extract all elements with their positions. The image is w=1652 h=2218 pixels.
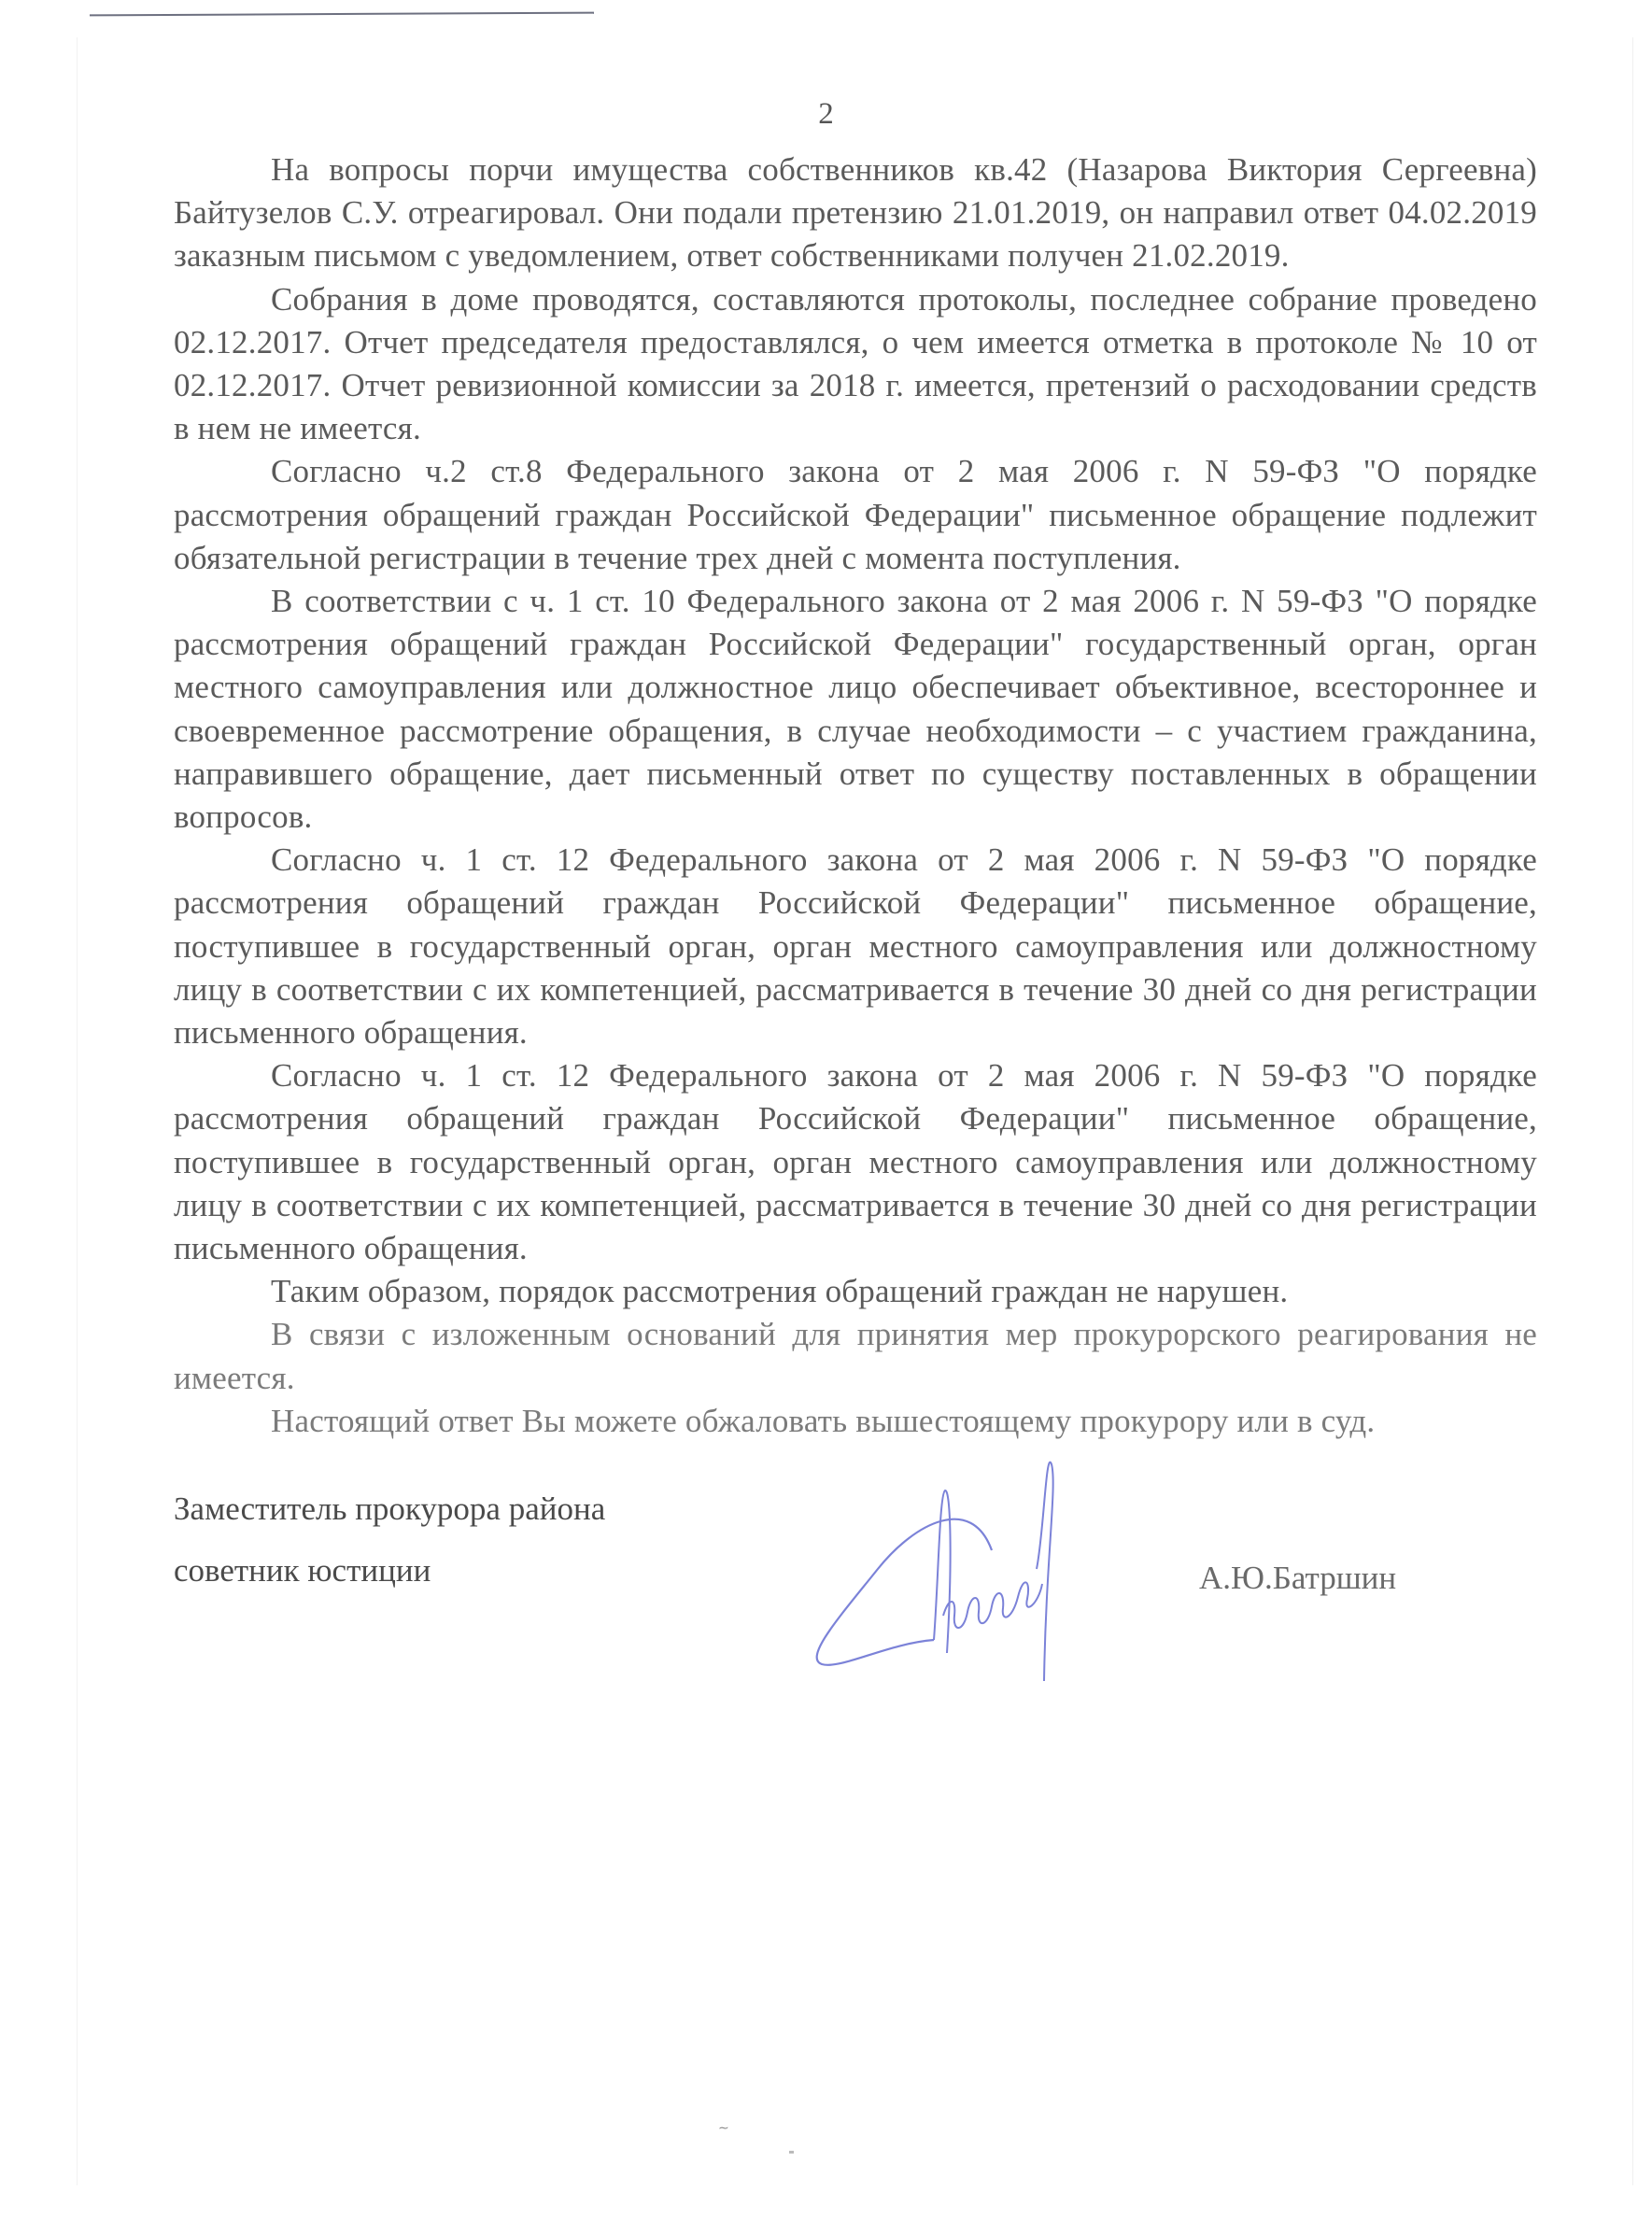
paragraph-appeal: Настоящий ответ Вы можете обжаловать вышестоящему прокурору или в суд.	[271, 1402, 1376, 1439]
scan-artifact-dot	[789, 2151, 794, 2154]
page-number: 2	[818, 97, 834, 131]
signatory-position: Заместитель прокурора района	[174, 1490, 606, 1527]
top-rule	[90, 12, 594, 17]
paragraph-property-damage: На вопросы порчи имущества собственников кв.42 (Назарова Виктория Сергеевна) Байтузелов С.У. отреагировал. Они подали претензию 21.01.2019, он направил ответ 04.02.2019 заказным письмом с уведомлением, ответ собственниками получен 21.02.2019.	[174, 151, 1537, 275]
scan-artifact: ∼	[718, 2120, 729, 2135]
paragraph-review-term-repeat: Согласно ч. 1 ст. 12 Федерального закона от 2 мая 2006 г. N 59-ФЗ "О порядке рассмотрения обращений граждан Российской Федерации" письменное обращение, поступившее в государственный орган, орган местного самоуправления или должностному лицу в соответствии с их компетенцией, рассматривается в течение 30 дней со дня регистрации письменного обращения.	[174, 1057, 1537, 1267]
signatory-name: А.Ю.Батршин	[1199, 1560, 1397, 1596]
letter-body	[174, 148, 1537, 1443]
handwritten-signature	[747, 1457, 1139, 1681]
signatory-rank: советник юстиции	[174, 1552, 431, 1589]
paragraph-no-grounds: В связи с изложенным оснований для принятия мер прокурорского реагирования не имеется.	[174, 1316, 1537, 1396]
paragraph-registration: Согласно ч.2 ст.8 Федерального закона от 2 мая 2006 г. N 59-ФЗ "О порядке рассмотрения обращений граждан Российской Федерации" письменное обращение подлежит обязательной регистрации в течение трех дней с момента поступления.	[174, 453, 1537, 576]
scan-edge-left	[77, 37, 78, 2185]
paragraph-review-obligation: В соответствии с ч. 1 ст. 10 Федерального закона от 2 мая 2006 г. N 59-ФЗ "О порядке рассмотрения обращений граждан Российской Федерации" государственный орган, орган местного самоуправления или должностное лицо обеспечивает объективное, всестороннее и своевременное рассмотрение обращения, в случае необходимости – с участием гражданина, направившего обращение, дает письменный ответ по существу поставленных в обращении вопросов.	[174, 583, 1537, 836]
paragraph-conclusion: Таким образом, порядок рассмотрения обращений граждан не нарушен.	[271, 1273, 1289, 1310]
scan-edge-right	[1632, 37, 1633, 2185]
paragraph-review-term: Согласно ч. 1 ст. 12 Федерального закона от 2 мая 2006 г. N 59-ФЗ "О порядке рассмотрения обращений граждан Российской Федерации" письменное обращение, поступившее в государственный орган, орган местного самоуправления или должностному лицу в соответствии с их компетенцией, рассматривается в течение 30 дней со дня регистрации письменного обращения.	[174, 841, 1537, 1052]
paragraph-meetings: Собрания в доме проводятся, составляются протоколы, последнее собрание проведено 02.12.2017. Отчет председателя предоставлялся, о чем имеется отметка в протоколе № 10 от 02.12.2017. Отчет ревизионной комиссии за 2018 г. имеется, претензий о расходовании средств в нем не имеется.	[174, 280, 1537, 447]
